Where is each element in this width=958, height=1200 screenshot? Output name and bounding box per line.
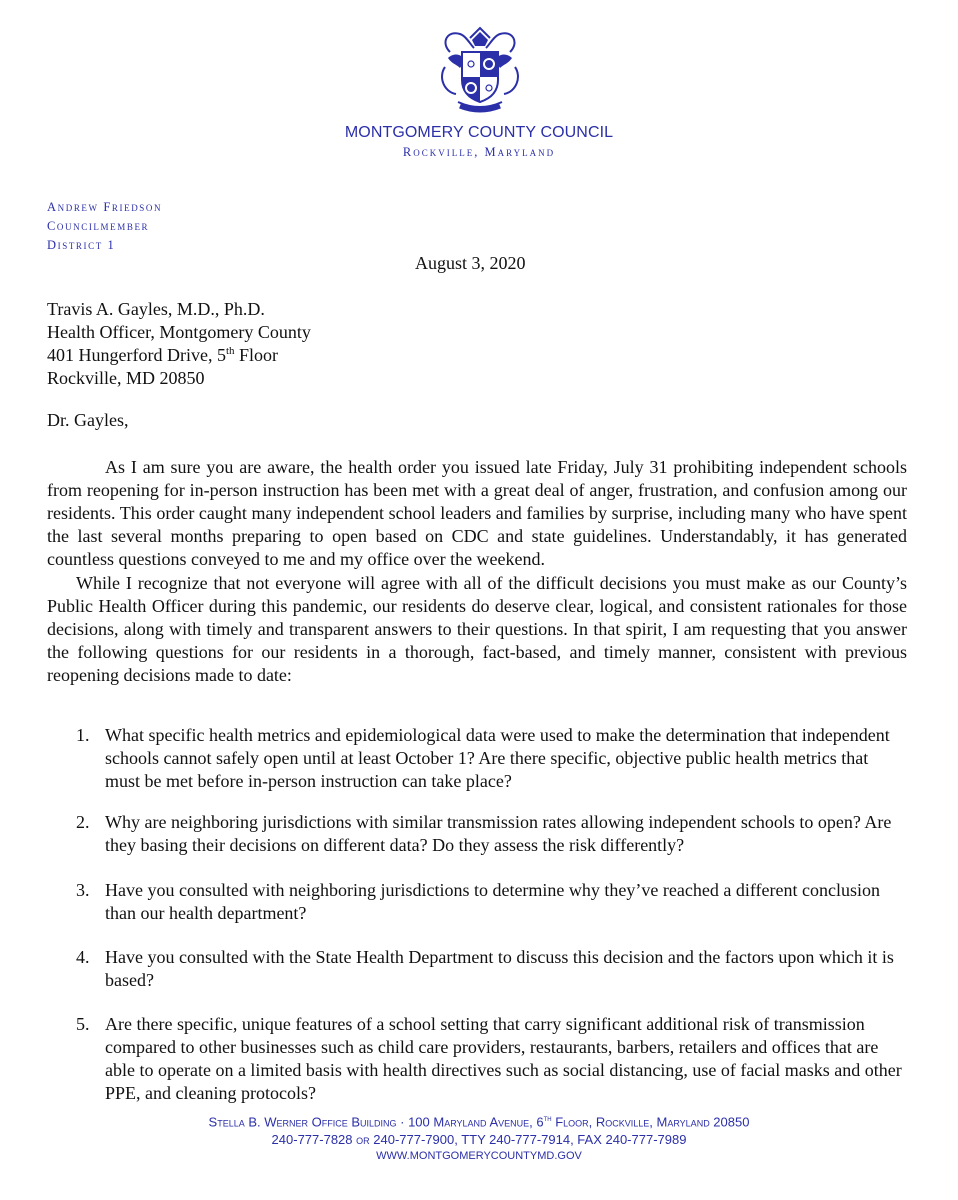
sender-name: Andrew Friedson bbox=[47, 200, 163, 214]
recipient-title: Health Officer, Montgomery County bbox=[47, 322, 311, 342]
recipient-address bbox=[47, 298, 311, 390]
organization-city: Rockville, Maryland bbox=[402, 145, 556, 159]
letterhead-footer bbox=[0, 1110, 958, 1164]
question-number: 4. bbox=[76, 947, 90, 967]
footer-phone-list: 240-777-7900, TTY 240-777-7914, FAX 240-777-7989 bbox=[373, 1132, 687, 1148]
footer-address bbox=[0, 1110, 958, 1131]
recipient-city: Rockville, MD 20850 bbox=[47, 368, 205, 388]
question-text: Are there specific, unique features of a school setting that carry significant additional risk of transmission compared to other businesses such as child care providers, restaurants, barbers, retailers and offices that are able to operate on a limited basis with health directives such as social distancing, use of facial masks and other PPE, and cleaning protocols? bbox=[105, 1014, 902, 1103]
question-item bbox=[47, 811, 907, 857]
footer-or: or bbox=[352, 1132, 374, 1148]
footer-phones bbox=[0, 1131, 958, 1149]
question-text: Have you consulted with the State Health Department to discuss this decision and the factors upon which it is based? bbox=[105, 947, 894, 990]
footer-website-link[interactable]: WWW.MONTGOMERYCOUNTYMD.GOV bbox=[376, 1150, 582, 1163]
question-number: 5. bbox=[76, 1014, 90, 1034]
question-text: What specific health metrics and epidemiological data were used to make the determination that independent schools cannot safely open until at least October 1? Are there specific, objective public health metrics that must be met before in-person instruction can take place? bbox=[105, 725, 890, 791]
letter-date: August 3, 2020 bbox=[415, 253, 526, 273]
recipient-name: Travis A. Gayles, M.D., Ph.D. bbox=[47, 299, 265, 319]
body-paragraph: While I recognize that not everyone will agree with all of the difficult decisions you must make as our County’s Public Health Officer during this pandemic, our residents do deserve clear, logical, and consistent rationales for those decisions, along with timely and transparent answers to their questions. In that spirit, I am requesting that you answer the following questions for our residents in a thorough, fact-based, and timely manner, consistent with previous reopening decisions made to date: bbox=[47, 573, 907, 685]
footer-address-rest: Floor, Rockville, Maryland 20850 bbox=[551, 1114, 750, 1130]
question-text: Why are neighboring jurisdictions with similar transmission rates allowing independent schools to open? Are they basing their decisions on different data? Do they assess the risk differently? bbox=[105, 812, 892, 855]
question-item bbox=[47, 1013, 907, 1105]
body-paragraph: As I am sure you are aware, the health order you issued late Friday, July 31 prohibiting independent schools from reopening for in-person instruction has been met with a great deal of anger, frustration, and confusion among our residents. This order caught many independent school leaders and families by surprise, including many who have spent the last several months preparing to open based on CDC and state guidelines. Understandably, it has generated countless questions conveyed to me and my office over the weekend. bbox=[47, 457, 907, 569]
question-number: 2. bbox=[76, 812, 90, 832]
question-item bbox=[47, 724, 907, 793]
organization-name: MONTGOMERY COUNTY COUNCIL bbox=[344, 124, 614, 141]
sender-title: Councilmember bbox=[47, 219, 150, 233]
question-text: Have you consulted with neighboring jurisdictions to determine why they’ve reached a different conclusion than our health department? bbox=[105, 880, 880, 923]
sender-block bbox=[47, 198, 162, 255]
question-number: 3. bbox=[76, 880, 90, 900]
county-crest-icon bbox=[430, 22, 530, 116]
footer-floor-suffix: th bbox=[543, 1114, 552, 1123]
floor-text: Floor bbox=[234, 345, 279, 365]
question-item bbox=[47, 946, 907, 992]
salutation: Dr. Gayles, bbox=[47, 410, 129, 430]
street-text: 401 Hungerford Drive, 5 bbox=[47, 345, 226, 365]
recipient-street bbox=[47, 344, 311, 367]
question-number: 1. bbox=[76, 725, 90, 745]
question-item bbox=[47, 879, 907, 925]
sender-district: District 1 bbox=[47, 238, 116, 252]
footer-address-text: Stella B. Werner Office Building · 100 Maryland Avenue, 6 bbox=[208, 1114, 544, 1130]
floor-suffix: th bbox=[225, 345, 235, 357]
footer-phone: 240-777-7828 bbox=[271, 1132, 353, 1148]
